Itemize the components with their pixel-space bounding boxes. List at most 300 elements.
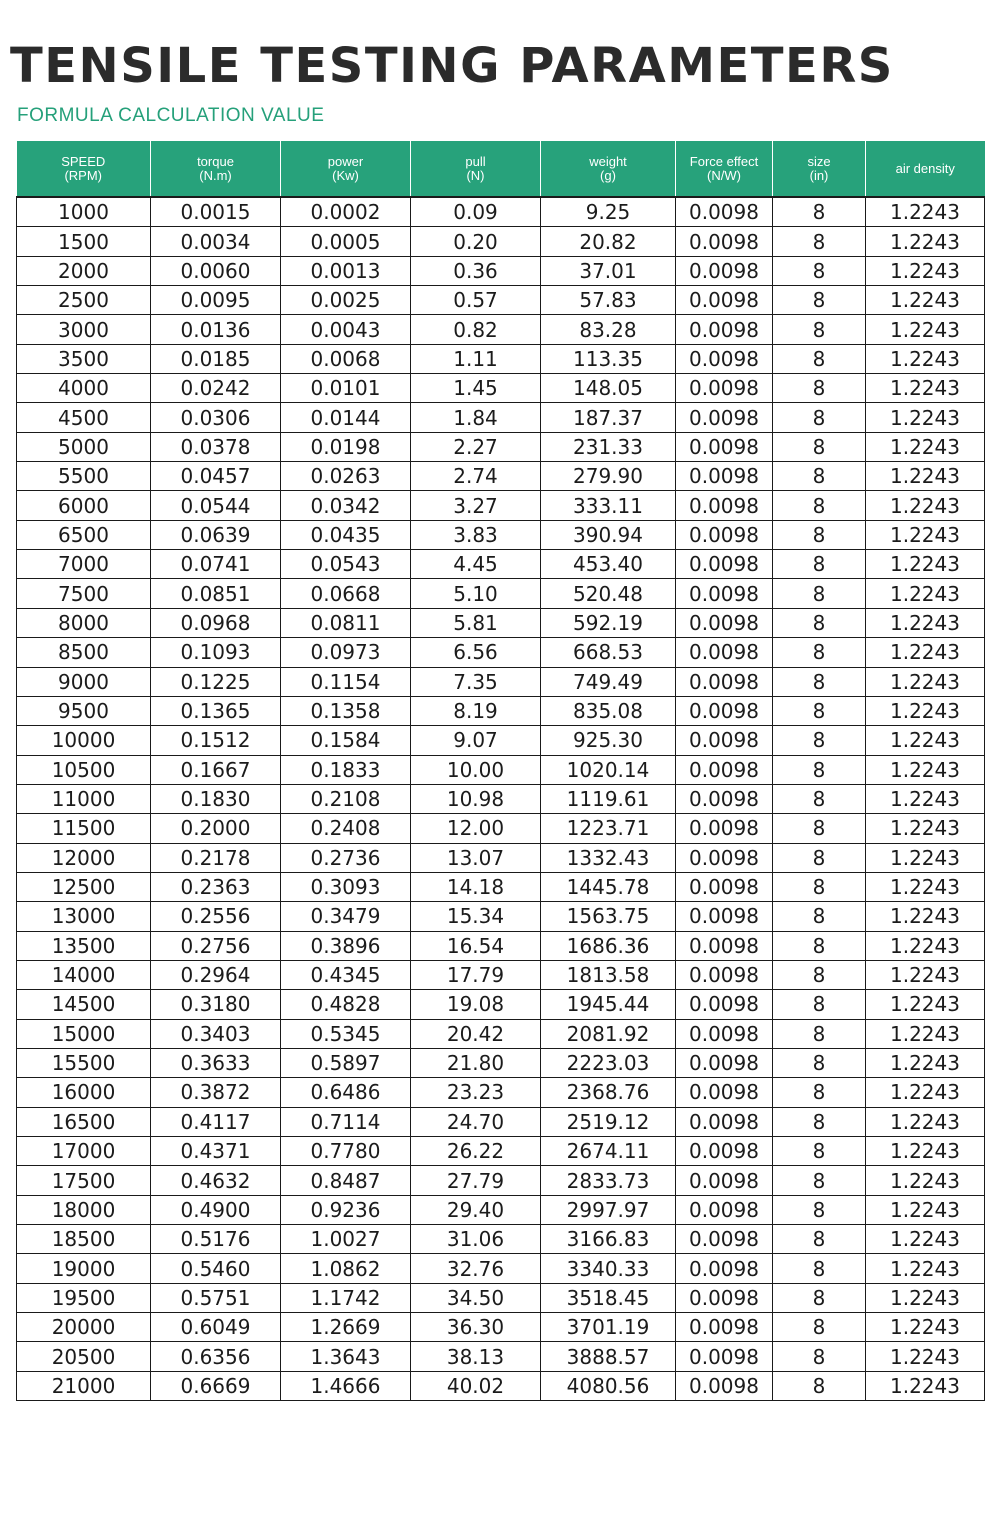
table-row: [17, 520, 985, 549]
air-density-cell: 1.2243: [866, 1137, 985, 1166]
column-header-unit: (Kw): [332, 167, 359, 183]
pull-cell: 0.36: [411, 256, 541, 285]
size-cell: 8: [773, 403, 866, 432]
speed-cell: 2500: [17, 286, 151, 315]
weight-cell: 2833.73: [541, 1166, 676, 1195]
air-density-cell: 1.2243: [866, 843, 985, 872]
torque-cell: 0.6356: [151, 1342, 281, 1371]
table-row: [17, 755, 985, 784]
air-density-cell: 1.2243: [866, 1166, 985, 1195]
column-header-size: [773, 141, 866, 197]
weight-cell: 148.05: [541, 374, 676, 403]
table-row: [17, 1313, 985, 1342]
torque-cell: 0.4900: [151, 1195, 281, 1224]
size-cell: 8: [773, 814, 866, 843]
force-effect-cell: 0.0098: [676, 1371, 773, 1400]
torque-cell: 0.1225: [151, 667, 281, 696]
pull-cell: 24.70: [411, 1107, 541, 1136]
weight-cell: 3518.45: [541, 1283, 676, 1312]
size-cell: 8: [773, 1371, 866, 1400]
size-cell: 8: [773, 197, 866, 227]
force-effect-cell: 0.0098: [676, 696, 773, 725]
table-row: [17, 1137, 985, 1166]
force-effect-cell: 0.0098: [676, 315, 773, 344]
force-effect-cell: 0.0098: [676, 667, 773, 696]
torque-cell: 0.0378: [151, 432, 281, 461]
air-density-cell: 1.2243: [866, 872, 985, 901]
weight-cell: 2519.12: [541, 1107, 676, 1136]
torque-cell: 0.0242: [151, 374, 281, 403]
table-row: [17, 1342, 985, 1371]
speed-cell: 9500: [17, 696, 151, 725]
pull-cell: 29.40: [411, 1195, 541, 1224]
speed-cell: 18500: [17, 1225, 151, 1254]
weight-cell: 2674.11: [541, 1137, 676, 1166]
column-header-unit: (N.m): [199, 167, 232, 183]
speed-cell: 16500: [17, 1107, 151, 1136]
pull-cell: 19.08: [411, 990, 541, 1019]
speed-cell: 4000: [17, 374, 151, 403]
torque-cell: 0.0306: [151, 403, 281, 432]
pull-cell: 27.79: [411, 1166, 541, 1195]
table-row: [17, 579, 985, 608]
torque-cell: 0.2756: [151, 931, 281, 960]
size-cell: 8: [773, 667, 866, 696]
pull-cell: 9.07: [411, 726, 541, 755]
torque-cell: 0.4632: [151, 1166, 281, 1195]
pull-cell: 1.11: [411, 344, 541, 373]
speed-cell: 3500: [17, 344, 151, 373]
table-row: [17, 902, 985, 931]
size-cell: 8: [773, 696, 866, 725]
size-cell: 8: [773, 315, 866, 344]
torque-cell: 0.6669: [151, 1371, 281, 1400]
power-cell: 0.5897: [281, 1048, 411, 1077]
torque-cell: 0.3872: [151, 1078, 281, 1107]
power-cell: 0.0342: [281, 491, 411, 520]
torque-cell: 0.0034: [151, 227, 281, 256]
speed-cell: 20500: [17, 1342, 151, 1371]
torque-cell: 0.3403: [151, 1019, 281, 1048]
weight-cell: 279.90: [541, 462, 676, 491]
air-density-cell: 1.2243: [866, 667, 985, 696]
torque-cell: 0.0968: [151, 608, 281, 637]
torque-cell: 0.0060: [151, 256, 281, 285]
size-cell: 8: [773, 1019, 866, 1048]
pull-cell: 5.81: [411, 608, 541, 637]
size-cell: 8: [773, 784, 866, 813]
size-cell: 8: [773, 374, 866, 403]
weight-cell: 453.40: [541, 550, 676, 579]
power-cell: 0.7114: [281, 1107, 411, 1136]
power-cell: 0.1833: [281, 755, 411, 784]
table-row: [17, 990, 985, 1019]
force-effect-cell: 0.0098: [676, 990, 773, 1019]
table-row: [17, 227, 985, 256]
force-effect-cell: 0.0098: [676, 432, 773, 461]
air-density-cell: 1.2243: [866, 608, 985, 637]
air-density-cell: 1.2243: [866, 1078, 985, 1107]
power-cell: 0.0668: [281, 579, 411, 608]
speed-cell: 7500: [17, 579, 151, 608]
air-density-cell: 1.2243: [866, 755, 985, 784]
power-cell: 0.0101: [281, 374, 411, 403]
weight-cell: 1813.58: [541, 960, 676, 989]
power-cell: 1.0027: [281, 1225, 411, 1254]
pull-cell: 26.22: [411, 1137, 541, 1166]
column-header-unit: (in): [809, 167, 829, 183]
table-row: [17, 256, 985, 285]
pull-cell: 5.10: [411, 579, 541, 608]
weight-cell: 2081.92: [541, 1019, 676, 1048]
torque-cell: 0.6049: [151, 1313, 281, 1342]
speed-cell: 17500: [17, 1166, 151, 1195]
speed-cell: 17000: [17, 1137, 151, 1166]
weight-cell: 37.01: [541, 256, 676, 285]
air-density-cell: 1.2243: [866, 550, 985, 579]
table-row: [17, 726, 985, 755]
size-cell: 8: [773, 990, 866, 1019]
speed-cell: 20000: [17, 1313, 151, 1342]
table-row: [17, 1078, 985, 1107]
size-cell: 8: [773, 579, 866, 608]
table-row: [17, 784, 985, 813]
air-density-cell: 1.2243: [866, 227, 985, 256]
power-cell: 1.1742: [281, 1283, 411, 1312]
pull-cell: 8.19: [411, 696, 541, 725]
force-effect-cell: 0.0098: [676, 256, 773, 285]
weight-cell: 57.83: [541, 286, 676, 315]
speed-cell: 19500: [17, 1283, 151, 1312]
power-cell: 0.1358: [281, 696, 411, 725]
weight-cell: 3888.57: [541, 1342, 676, 1371]
weight-cell: 187.37: [541, 403, 676, 432]
force-effect-cell: 0.0098: [676, 491, 773, 520]
power-cell: 1.0862: [281, 1254, 411, 1283]
size-cell: 8: [773, 1254, 866, 1283]
speed-cell: 6500: [17, 520, 151, 549]
pull-cell: 6.56: [411, 638, 541, 667]
size-cell: 8: [773, 872, 866, 901]
power-cell: 0.3093: [281, 872, 411, 901]
force-effect-cell: 0.0098: [676, 403, 773, 432]
table-row: [17, 432, 985, 461]
table-row: [17, 843, 985, 872]
pull-cell: 4.45: [411, 550, 541, 579]
weight-cell: 2368.76: [541, 1078, 676, 1107]
torque-cell: 0.0015: [151, 197, 281, 227]
pull-cell: 0.20: [411, 227, 541, 256]
force-effect-cell: 0.0098: [676, 755, 773, 784]
table-row: [17, 1371, 985, 1400]
size-cell: 8: [773, 432, 866, 461]
torque-cell: 0.0544: [151, 491, 281, 520]
air-density-cell: 1.2243: [866, 990, 985, 1019]
table-row: [17, 1195, 985, 1224]
speed-cell: 21000: [17, 1371, 151, 1400]
pull-cell: 0.09: [411, 197, 541, 227]
speed-cell: 13000: [17, 902, 151, 931]
air-density-cell: 1.2243: [866, 902, 985, 931]
speed-cell: 11500: [17, 814, 151, 843]
size-cell: 8: [773, 462, 866, 491]
air-density-cell: 1.2243: [866, 1254, 985, 1283]
air-density-cell: 1.2243: [866, 374, 985, 403]
speed-cell: 4500: [17, 403, 151, 432]
power-cell: 0.1584: [281, 726, 411, 755]
weight-cell: 1119.61: [541, 784, 676, 813]
force-effect-cell: 0.0098: [676, 960, 773, 989]
weight-cell: 231.33: [541, 432, 676, 461]
force-effect-cell: 0.0098: [676, 726, 773, 755]
force-effect-cell: 0.0098: [676, 1283, 773, 1312]
speed-cell: 1500: [17, 227, 151, 256]
air-density-cell: 1.2243: [866, 1313, 985, 1342]
size-cell: 8: [773, 931, 866, 960]
weight-cell: 925.30: [541, 726, 676, 755]
air-density-cell: 1.2243: [866, 256, 985, 285]
size-cell: 8: [773, 1313, 866, 1342]
column-header-pull: [411, 141, 541, 197]
power-cell: 0.2408: [281, 814, 411, 843]
size-cell: 8: [773, 520, 866, 549]
force-effect-cell: 0.0098: [676, 872, 773, 901]
pull-cell: 38.13: [411, 1342, 541, 1371]
force-effect-cell: 0.0098: [676, 197, 773, 227]
size-cell: 8: [773, 638, 866, 667]
power-cell: 1.4666: [281, 1371, 411, 1400]
page-title: TENSILE TESTING PARAMETERS: [10, 38, 894, 94]
torque-cell: 0.1512: [151, 726, 281, 755]
torque-cell: 0.1365: [151, 696, 281, 725]
power-cell: 1.2669: [281, 1313, 411, 1342]
torque-cell: 0.2556: [151, 902, 281, 931]
size-cell: 8: [773, 1166, 866, 1195]
table-row: [17, 403, 985, 432]
force-effect-cell: 0.0098: [676, 1107, 773, 1136]
weight-cell: 835.08: [541, 696, 676, 725]
force-effect-cell: 0.0098: [676, 1078, 773, 1107]
table-row: [17, 344, 985, 373]
air-density-cell: 1.2243: [866, 1342, 985, 1371]
torque-cell: 0.0185: [151, 344, 281, 373]
column-header-label: weight: [589, 153, 627, 169]
air-density-cell: 1.2243: [866, 784, 985, 813]
air-density-cell: 1.2243: [866, 1371, 985, 1400]
weight-cell: 2223.03: [541, 1048, 676, 1077]
column-header-weight: [541, 141, 676, 197]
speed-cell: 10000: [17, 726, 151, 755]
size-cell: 8: [773, 344, 866, 373]
air-density-cell: 1.2243: [866, 403, 985, 432]
air-density-cell: 1.2243: [866, 1019, 985, 1048]
speed-cell: 15000: [17, 1019, 151, 1048]
pull-cell: 36.30: [411, 1313, 541, 1342]
air-density-cell: 1.2243: [866, 197, 985, 227]
size-cell: 8: [773, 286, 866, 315]
column-header-label: size: [807, 153, 831, 169]
size-cell: 8: [773, 902, 866, 931]
force-effect-cell: 0.0098: [676, 1225, 773, 1254]
force-effect-cell: 0.0098: [676, 462, 773, 491]
weight-cell: 1020.14: [541, 755, 676, 784]
size-cell: 8: [773, 843, 866, 872]
size-cell: 8: [773, 1107, 866, 1136]
torque-cell: 0.1093: [151, 638, 281, 667]
power-cell: 0.9236: [281, 1195, 411, 1224]
speed-cell: 8500: [17, 638, 151, 667]
table-row: [17, 197, 985, 227]
table-row: [17, 1225, 985, 1254]
size-cell: 8: [773, 608, 866, 637]
pull-cell: 0.82: [411, 315, 541, 344]
force-effect-cell: 0.0098: [676, 931, 773, 960]
pull-cell: 7.35: [411, 667, 541, 696]
speed-cell: 7000: [17, 550, 151, 579]
air-density-cell: 1.2243: [866, 931, 985, 960]
size-cell: 8: [773, 1283, 866, 1312]
column-header-unit: (RPM): [64, 167, 103, 183]
pull-cell: 13.07: [411, 843, 541, 872]
weight-cell: 83.28: [541, 315, 676, 344]
speed-cell: 19000: [17, 1254, 151, 1283]
air-density-cell: 1.2243: [866, 1283, 985, 1312]
air-density-cell: 1.2243: [866, 315, 985, 344]
force-effect-cell: 0.0098: [676, 814, 773, 843]
torque-cell: 0.1667: [151, 755, 281, 784]
air-density-cell: 1.2243: [866, 1048, 985, 1077]
column-header-label: pull: [465, 153, 486, 169]
pull-cell: 40.02: [411, 1371, 541, 1400]
speed-cell: 2000: [17, 256, 151, 285]
speed-cell: 13500: [17, 931, 151, 960]
column-header-label: air density: [895, 160, 955, 176]
power-cell: 0.6486: [281, 1078, 411, 1107]
weight-cell: 3166.83: [541, 1225, 676, 1254]
weight-cell: 2997.97: [541, 1195, 676, 1224]
size-cell: 8: [773, 550, 866, 579]
table-row: [17, 608, 985, 637]
table-row: [17, 1019, 985, 1048]
table-row: [17, 462, 985, 491]
pull-cell: 2.74: [411, 462, 541, 491]
weight-cell: 1223.71: [541, 814, 676, 843]
pull-cell: 16.54: [411, 931, 541, 960]
torque-cell: 0.0851: [151, 579, 281, 608]
weight-cell: 749.49: [541, 667, 676, 696]
column-header-unit: (N): [466, 167, 485, 183]
size-cell: 8: [773, 256, 866, 285]
power-cell: 0.7780: [281, 1137, 411, 1166]
weight-cell: 113.35: [541, 344, 676, 373]
table-row: [17, 696, 985, 725]
weight-cell: 592.19: [541, 608, 676, 637]
speed-cell: 14000: [17, 960, 151, 989]
weight-cell: 20.82: [541, 227, 676, 256]
air-density-cell: 1.2243: [866, 638, 985, 667]
force-effect-cell: 0.0098: [676, 550, 773, 579]
speed-cell: 12500: [17, 872, 151, 901]
power-cell: 0.5345: [281, 1019, 411, 1048]
weight-cell: 1686.36: [541, 931, 676, 960]
pull-cell: 31.06: [411, 1225, 541, 1254]
table-row: [17, 1166, 985, 1195]
power-cell: 0.0013: [281, 256, 411, 285]
table-row: [17, 491, 985, 520]
size-cell: 8: [773, 1342, 866, 1371]
pull-cell: 14.18: [411, 872, 541, 901]
column-header-unit: (g): [600, 167, 616, 183]
force-effect-cell: 0.0098: [676, 227, 773, 256]
page-subtitle: FORMULA CALCULATION VALUE: [17, 105, 325, 126]
weight-cell: 3701.19: [541, 1313, 676, 1342]
pull-cell: 23.23: [411, 1078, 541, 1107]
torque-cell: 0.5176: [151, 1225, 281, 1254]
table-row: [17, 667, 985, 696]
air-density-cell: 1.2243: [866, 432, 985, 461]
column-header-unit: (N/W): [707, 167, 741, 183]
table-row: [17, 286, 985, 315]
force-effect-cell: 0.0098: [676, 579, 773, 608]
size-cell: 8: [773, 1225, 866, 1254]
table-row: [17, 550, 985, 579]
column-header-force-effect: [676, 141, 773, 197]
column-header-power: [281, 141, 411, 197]
table-row: [17, 931, 985, 960]
torque-cell: 0.0136: [151, 315, 281, 344]
speed-cell: 14500: [17, 990, 151, 1019]
column-header-label: Force effect: [689, 153, 759, 169]
power-cell: 0.1154: [281, 667, 411, 696]
torque-cell: 0.4117: [151, 1107, 281, 1136]
table-row: [17, 1048, 985, 1077]
air-density-cell: 1.2243: [866, 286, 985, 315]
force-effect-cell: 0.0098: [676, 608, 773, 637]
air-density-cell: 1.2243: [866, 491, 985, 520]
pull-cell: 1.45: [411, 374, 541, 403]
power-cell: 0.0043: [281, 315, 411, 344]
force-effect-cell: 0.0098: [676, 520, 773, 549]
air-density-cell: 1.2243: [866, 1195, 985, 1224]
size-cell: 8: [773, 1078, 866, 1107]
power-cell: 0.4345: [281, 960, 411, 989]
weight-cell: 1332.43: [541, 843, 676, 872]
power-cell: 0.0005: [281, 227, 411, 256]
weight-cell: 1945.44: [541, 990, 676, 1019]
force-effect-cell: 0.0098: [676, 1137, 773, 1166]
weight-cell: 520.48: [541, 579, 676, 608]
pull-cell: 2.27: [411, 432, 541, 461]
force-effect-cell: 0.0098: [676, 1019, 773, 1048]
pull-cell: 21.80: [411, 1048, 541, 1077]
torque-cell: 0.4371: [151, 1137, 281, 1166]
air-density-cell: 1.2243: [866, 1225, 985, 1254]
table-row: [17, 1107, 985, 1136]
column-header-torque: [151, 141, 281, 197]
column-header-label: SPEED: [61, 153, 106, 169]
pull-cell: 34.50: [411, 1283, 541, 1312]
table-header-row: [17, 141, 985, 197]
speed-cell: 12000: [17, 843, 151, 872]
torque-cell: 0.0457: [151, 462, 281, 491]
size-cell: 8: [773, 726, 866, 755]
force-effect-cell: 0.0098: [676, 374, 773, 403]
power-cell: 0.0435: [281, 520, 411, 549]
power-cell: 0.3479: [281, 902, 411, 931]
force-effect-cell: 0.0098: [676, 1048, 773, 1077]
weight-cell: 390.94: [541, 520, 676, 549]
column-header-label: torque: [197, 153, 234, 169]
